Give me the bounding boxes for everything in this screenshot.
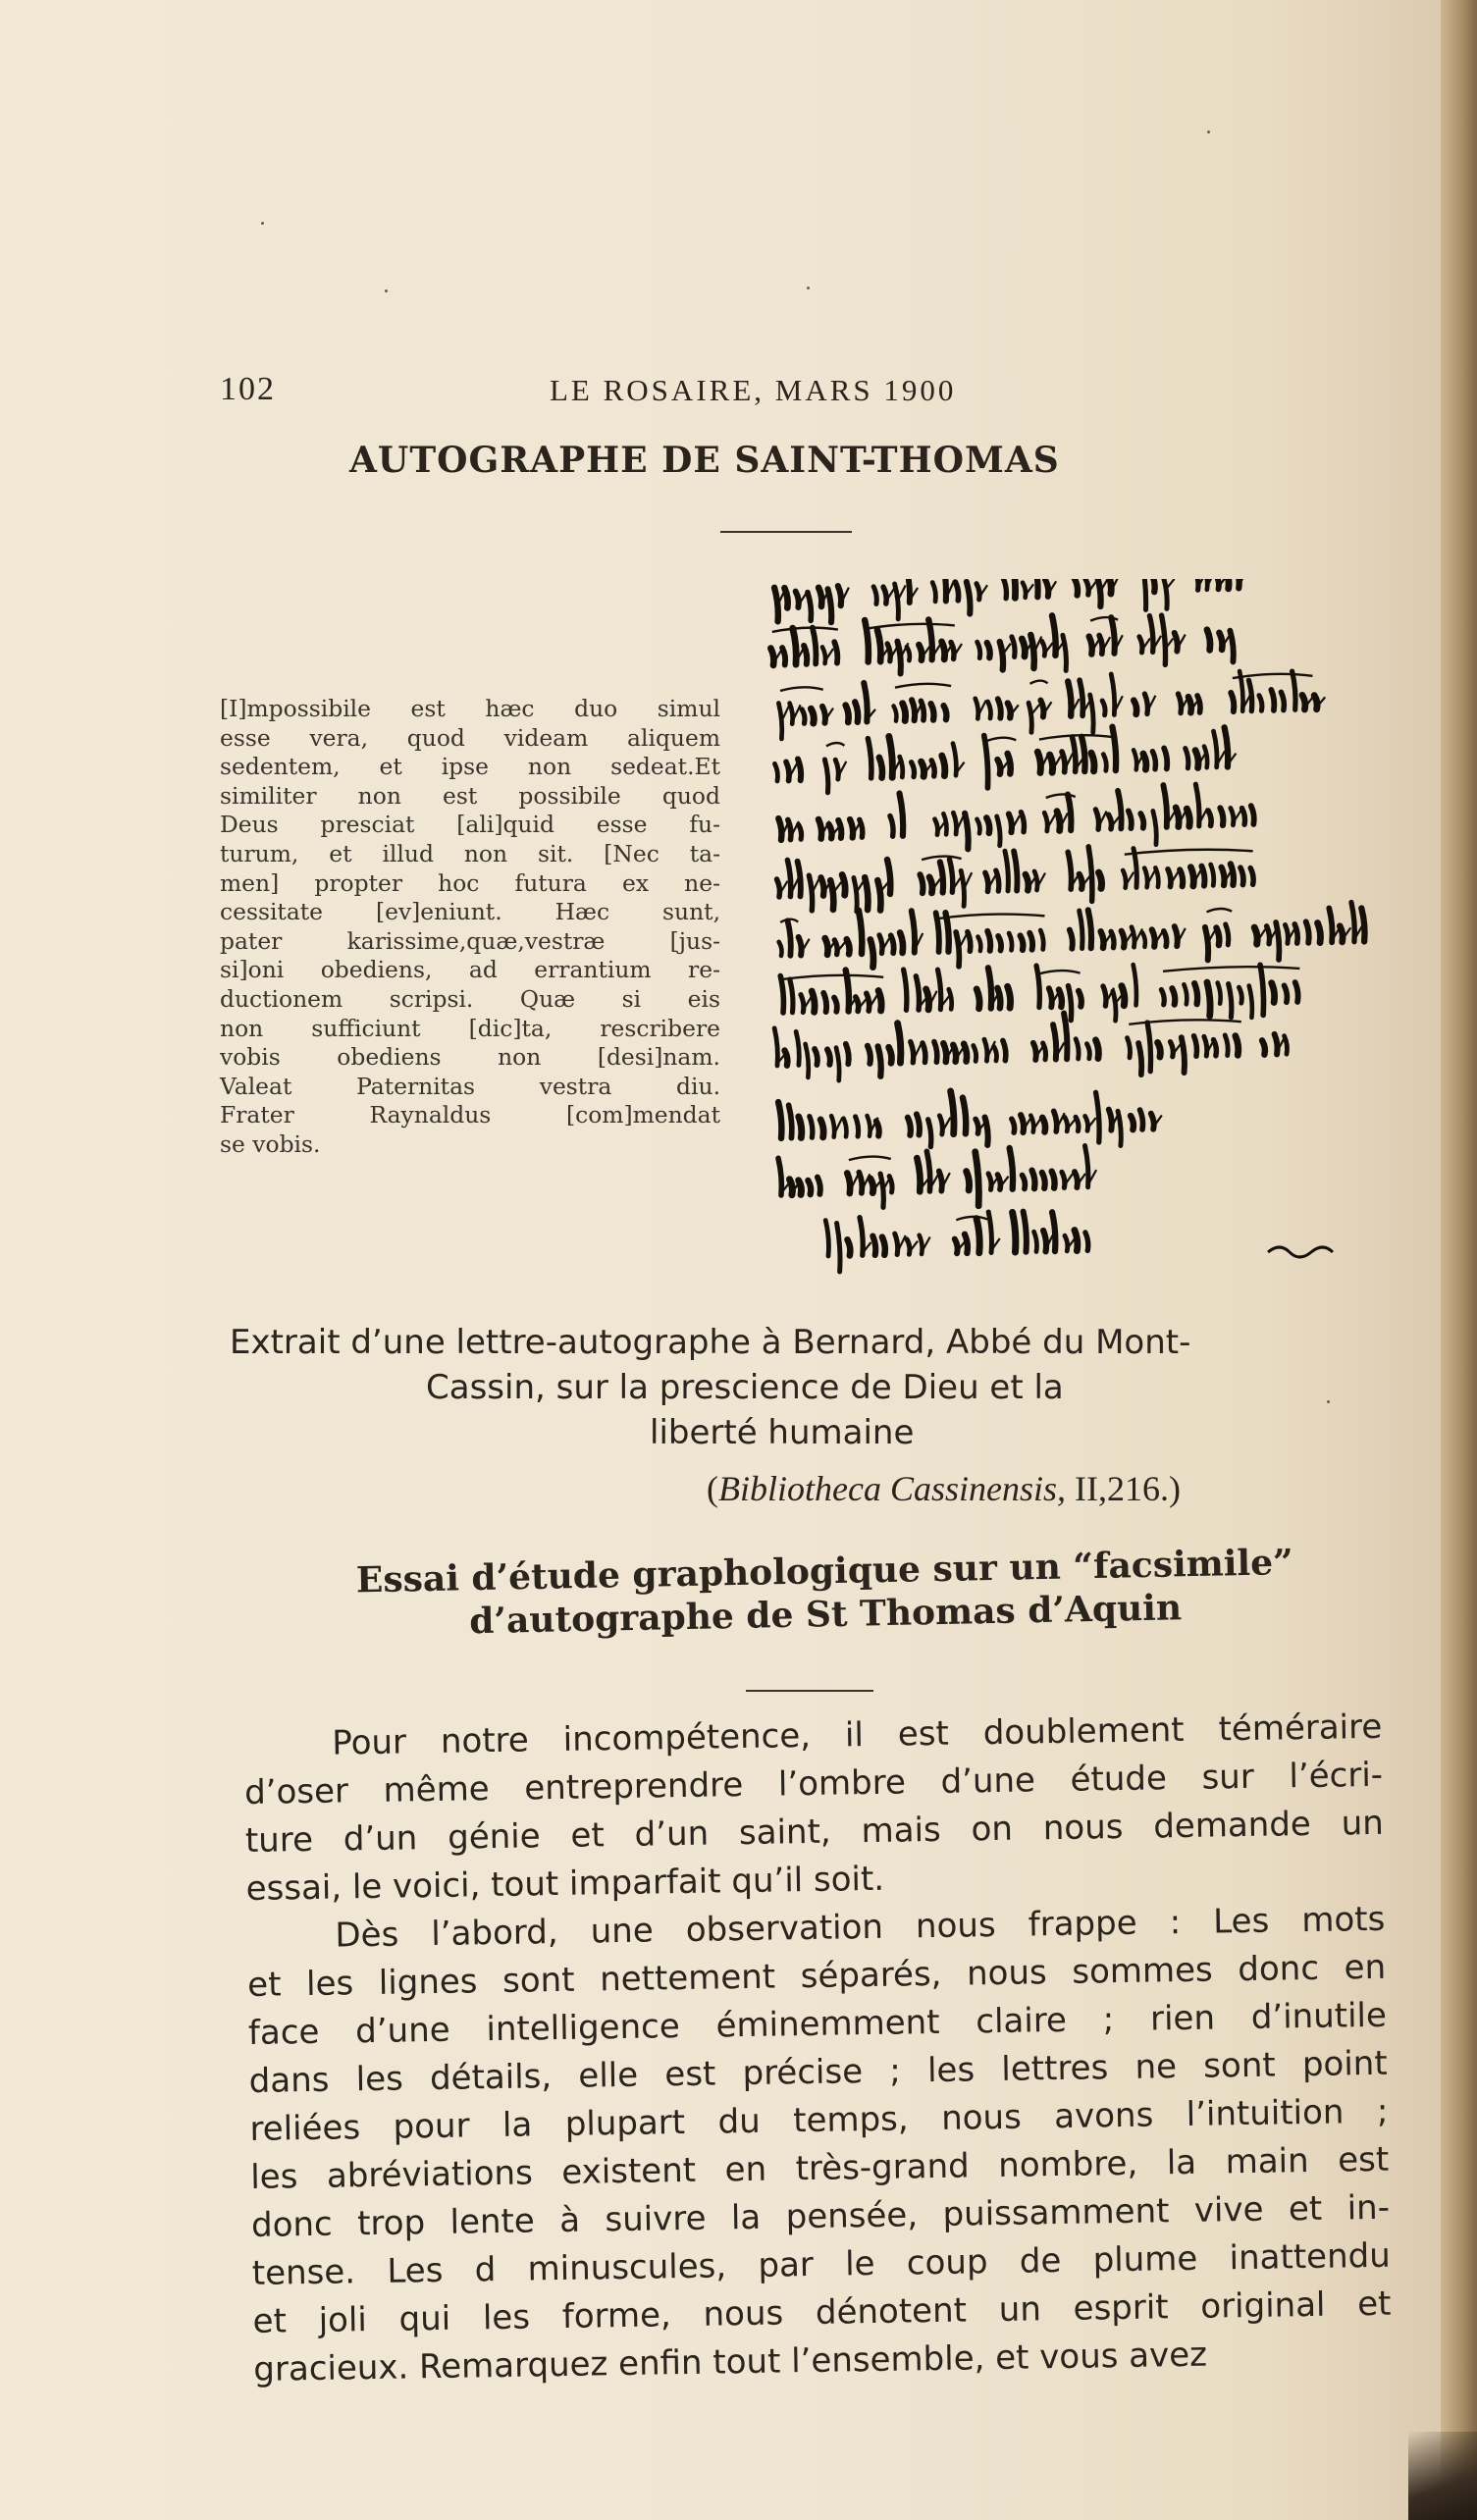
page-title: AUTOGRAPHE DE SAINT-THOMAS: [349, 440, 1060, 481]
paper-speck: [807, 287, 810, 289]
latin-line: Deus presciat [ali]quid esse fu-: [220, 811, 720, 839]
latin-line: vobis obediens non [desi]nam.: [220, 1043, 720, 1072]
caption-citation: [707, 1468, 1181, 1509]
body-line: et joli qui les forme, nous dénotent un esprit original et: [252, 2284, 1392, 2341]
latin-line: turum, et illud non sit. [Nec ta-: [220, 839, 720, 867]
handwriting-facsimile: [765, 579, 1384, 1305]
facsimile-line: [776, 842, 1254, 914]
body-line: face d’une intelligence éminemment claire ; rien d’inutile: [247, 1995, 1388, 2053]
title-rule: [720, 531, 852, 533]
facsimile-line: [774, 723, 1238, 795]
facsimile-line: [778, 1145, 1097, 1211]
facsimile-line: [780, 960, 1300, 1027]
body-line: gracieux. Remarquez enfin tout l’ensemble, et vous avez: [253, 2335, 1208, 2389]
facsimile-line: [770, 607, 1235, 681]
citation-open: (: [707, 1469, 718, 1508]
latin-line: men] propter hoc futura ex ne-: [220, 868, 720, 897]
body-line: reliées pour la plupart du temps, nous avons l’intuition ;: [249, 2091, 1389, 2149]
latin-line: Valeat Paternitas vestra diu.: [220, 1072, 720, 1100]
latin-line: cessitate [ev]eniunt. Hæc sunt,: [220, 898, 720, 926]
caption-line: Cassin, sur la prescience de Dieu et la: [426, 1368, 1064, 1407]
latin-line: se vobis.: [220, 1129, 321, 1158]
book-spine-edge: [1441, 0, 1477, 2520]
citation-reference: II,216.): [1066, 1469, 1181, 1508]
latin-line: Frater Raynaldus [com]mendat: [220, 1101, 720, 1129]
citation-source: Bibliotheca Cassinensis,: [718, 1469, 1066, 1508]
book-corner-shadow: [1408, 2432, 1477, 2520]
body-line: d’oser même entreprendre l’ombre d’une étude sur l’écri-: [243, 1755, 1384, 1812]
paper-speck: [1207, 131, 1210, 133]
body-line: donc trop lente à suivre la pensée, puissamment vive et in-: [250, 2187, 1391, 2245]
body-text: [243, 1704, 1393, 2394]
body-line: Pour notre incompétence, il est doublement téméraire: [332, 1706, 1383, 1763]
paper-speck: [385, 289, 388, 292]
latin-transcription: [220, 695, 720, 1160]
body-line: ture d’un génie et d’un saint, mais on nous demande un: [244, 1803, 1385, 1861]
body-line: tense. Les d minuscules, par le coup de plume inattendu: [251, 2235, 1392, 2293]
paragraph: [243, 1704, 1385, 1914]
latin-line: si]oni obediens, ad errantium re-: [220, 956, 720, 984]
facsimile-flourish: [1268, 1247, 1333, 1257]
body-line: dans les détails, elle est précise ; les lettres ne sont point: [248, 2043, 1388, 2101]
paper-speck: [261, 222, 264, 225]
latin-line: esse vera, quod videam aliquem: [220, 723, 720, 752]
caption-line: liberté humaine: [650, 1413, 915, 1452]
section-title-line: Essai d’étude graphologique sur un “facsimile”: [355, 1542, 1294, 1601]
section-title-line: d’autographe de St Thomas d’Aquin: [468, 1587, 1183, 1643]
latin-line: similiter non est possibile quod: [220, 781, 720, 810]
facsimile-line: [825, 1210, 1088, 1272]
page-number: 102: [220, 371, 276, 407]
latin-line: sedentem, et ipse non sedeat.Et: [220, 753, 720, 781]
body-line: Dès l’abord, une observation nous frappe : Les mots: [335, 1899, 1386, 1956]
facsimile-line: [778, 1086, 1163, 1154]
running-head: LE ROSAIRE, MARS 1900: [550, 373, 957, 407]
section-rule: [746, 1690, 873, 1692]
facsimile-line: [774, 1008, 1288, 1082]
facsimile-line: [778, 668, 1326, 741]
body-line: les abréviations existent en très-grand nombre, la main est: [249, 2139, 1390, 2197]
facsimile-line: [778, 782, 1255, 858]
latin-line: ductionem scripsi. Quæ si eis: [220, 984, 720, 1013]
paper-speck: [1327, 1400, 1330, 1403]
latin-line: [I]mpossibile est hæc duo simul: [220, 695, 720, 722]
facsimile-line: [773, 579, 1248, 626]
latin-line: non sufficiunt [dic]ta, rescribere: [220, 1014, 720, 1042]
page-header: [220, 371, 1005, 420]
caption-line: Extrait d’une lettre-autographe à Bernard, Abbé du Mont-: [230, 1323, 1191, 1362]
paragraph: [246, 1896, 1393, 2394]
latin-line: pater karissime,quæ,vestræ [jus-: [220, 926, 720, 955]
body-line: et les lignes sont nettement séparés, nous sommes donc en: [246, 1947, 1387, 2005]
figure-caption: [226, 1320, 1403, 1455]
body-line: essai, le voici, tout imparfait qu’il soit.: [245, 1859, 885, 1909]
